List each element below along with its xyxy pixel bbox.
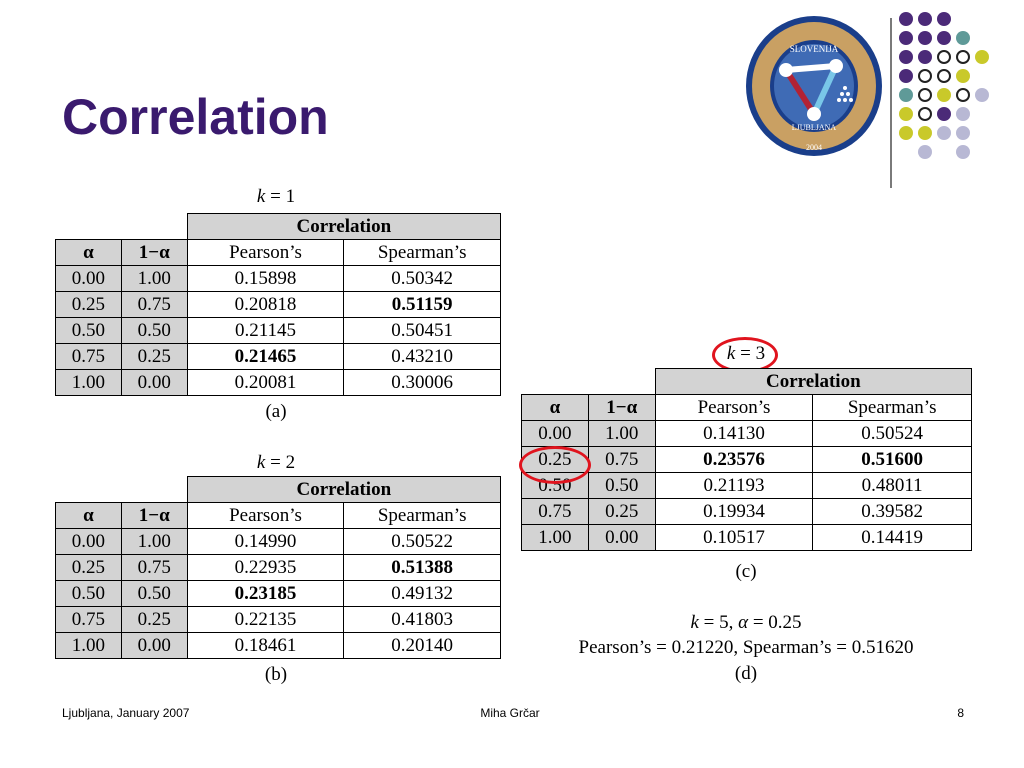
- footer-location-date: Ljubljana, January 2007: [62, 706, 190, 720]
- table-a-group-header: Correlation: [187, 214, 500, 240]
- table-a-alpha-header: α: [56, 240, 122, 266]
- table-b-k-label: k = 2: [256, 452, 296, 473]
- table-c-caption: (c): [735, 561, 757, 582]
- table-row: 1.00 0.00 0.10517 0.14419: [522, 525, 972, 551]
- footer-page-number: 8: [957, 706, 964, 720]
- alpha-025-highlight-circle: [519, 446, 591, 484]
- table-a-pearson-header: Pearson’s: [187, 240, 344, 266]
- result-d-params: k = 5, α = 0.25: [690, 612, 802, 633]
- decorative-dot-grid: [896, 8, 996, 168]
- school-seal-logo: [744, 14, 884, 158]
- table-b-spearman-header: Spearman’s: [344, 503, 501, 529]
- table-c-k-label: k = 3: [726, 343, 766, 364]
- table-c-pearson-header: Pearson’s: [655, 395, 813, 421]
- table-row: 0.25 0.75 0.23576 0.51600: [522, 447, 972, 473]
- table-b: [55, 476, 501, 659]
- table-row: 0.75 0.25 0.19934 0.39582: [522, 499, 972, 525]
- slide-title: Correlation: [62, 89, 329, 145]
- table-c-alpha-header: α: [522, 395, 589, 421]
- table-b-pearson-header: Pearson’s: [187, 503, 344, 529]
- table-row: 0.75 0.25 0.22135 0.41803: [56, 607, 501, 633]
- result-d-values: Pearson’s = 0.21220, Spearman’s = 0.51620: [578, 637, 914, 658]
- table-row: 0.25 0.75 0.22935 0.51388: [56, 555, 501, 581]
- table-row: 0.50 0.50 0.21193 0.48011: [522, 473, 972, 499]
- table-row: 0.75 0.25 0.21465 0.43210: [56, 344, 501, 370]
- table-a-one-minus-alpha-header: 1−α: [121, 240, 187, 266]
- table-c-one-minus-alpha-header: 1−α: [588, 395, 655, 421]
- table-b-caption: (b): [264, 664, 288, 685]
- table-b-group-header: Correlation: [187, 477, 500, 503]
- footer-author: Miha Grčar: [480, 706, 540, 720]
- table-row: 1.00 0.00 0.18461 0.20140: [56, 633, 501, 659]
- logo-bottom-text: LJUBLJANA: [791, 123, 837, 132]
- table-row: 1.00 0.00 0.20081 0.30006: [56, 370, 501, 396]
- table-c-group-header: Correlation: [655, 369, 971, 395]
- table-row: 0.00 1.00 0.14130 0.50524: [522, 421, 972, 447]
- divider-line: [890, 18, 892, 188]
- table-row: 0.00 1.00 0.14990 0.50522: [56, 529, 501, 555]
- logo-year: 2004: [806, 143, 822, 152]
- result-d-caption: (d): [734, 663, 758, 684]
- table-a-k-label: k = 1: [256, 186, 296, 207]
- table-b-alpha-header: α: [56, 503, 122, 529]
- logo-top-text: SLOVENIJA: [789, 44, 839, 54]
- table-c-spearman-header: Spearman’s: [813, 395, 972, 421]
- table-a-caption: (a): [265, 401, 287, 422]
- table-row: 0.00 1.00 0.15898 0.50342: [56, 266, 501, 292]
- table-row: 0.25 0.75 0.20818 0.51159: [56, 292, 501, 318]
- table-row: 0.50 0.50 0.21145 0.50451: [56, 318, 501, 344]
- table-row: 0.50 0.50 0.23185 0.49132: [56, 581, 501, 607]
- table-a-spearman-header: Spearman’s: [344, 240, 501, 266]
- table-b-one-minus-alpha-header: 1−α: [121, 503, 187, 529]
- table-a: [55, 213, 501, 396]
